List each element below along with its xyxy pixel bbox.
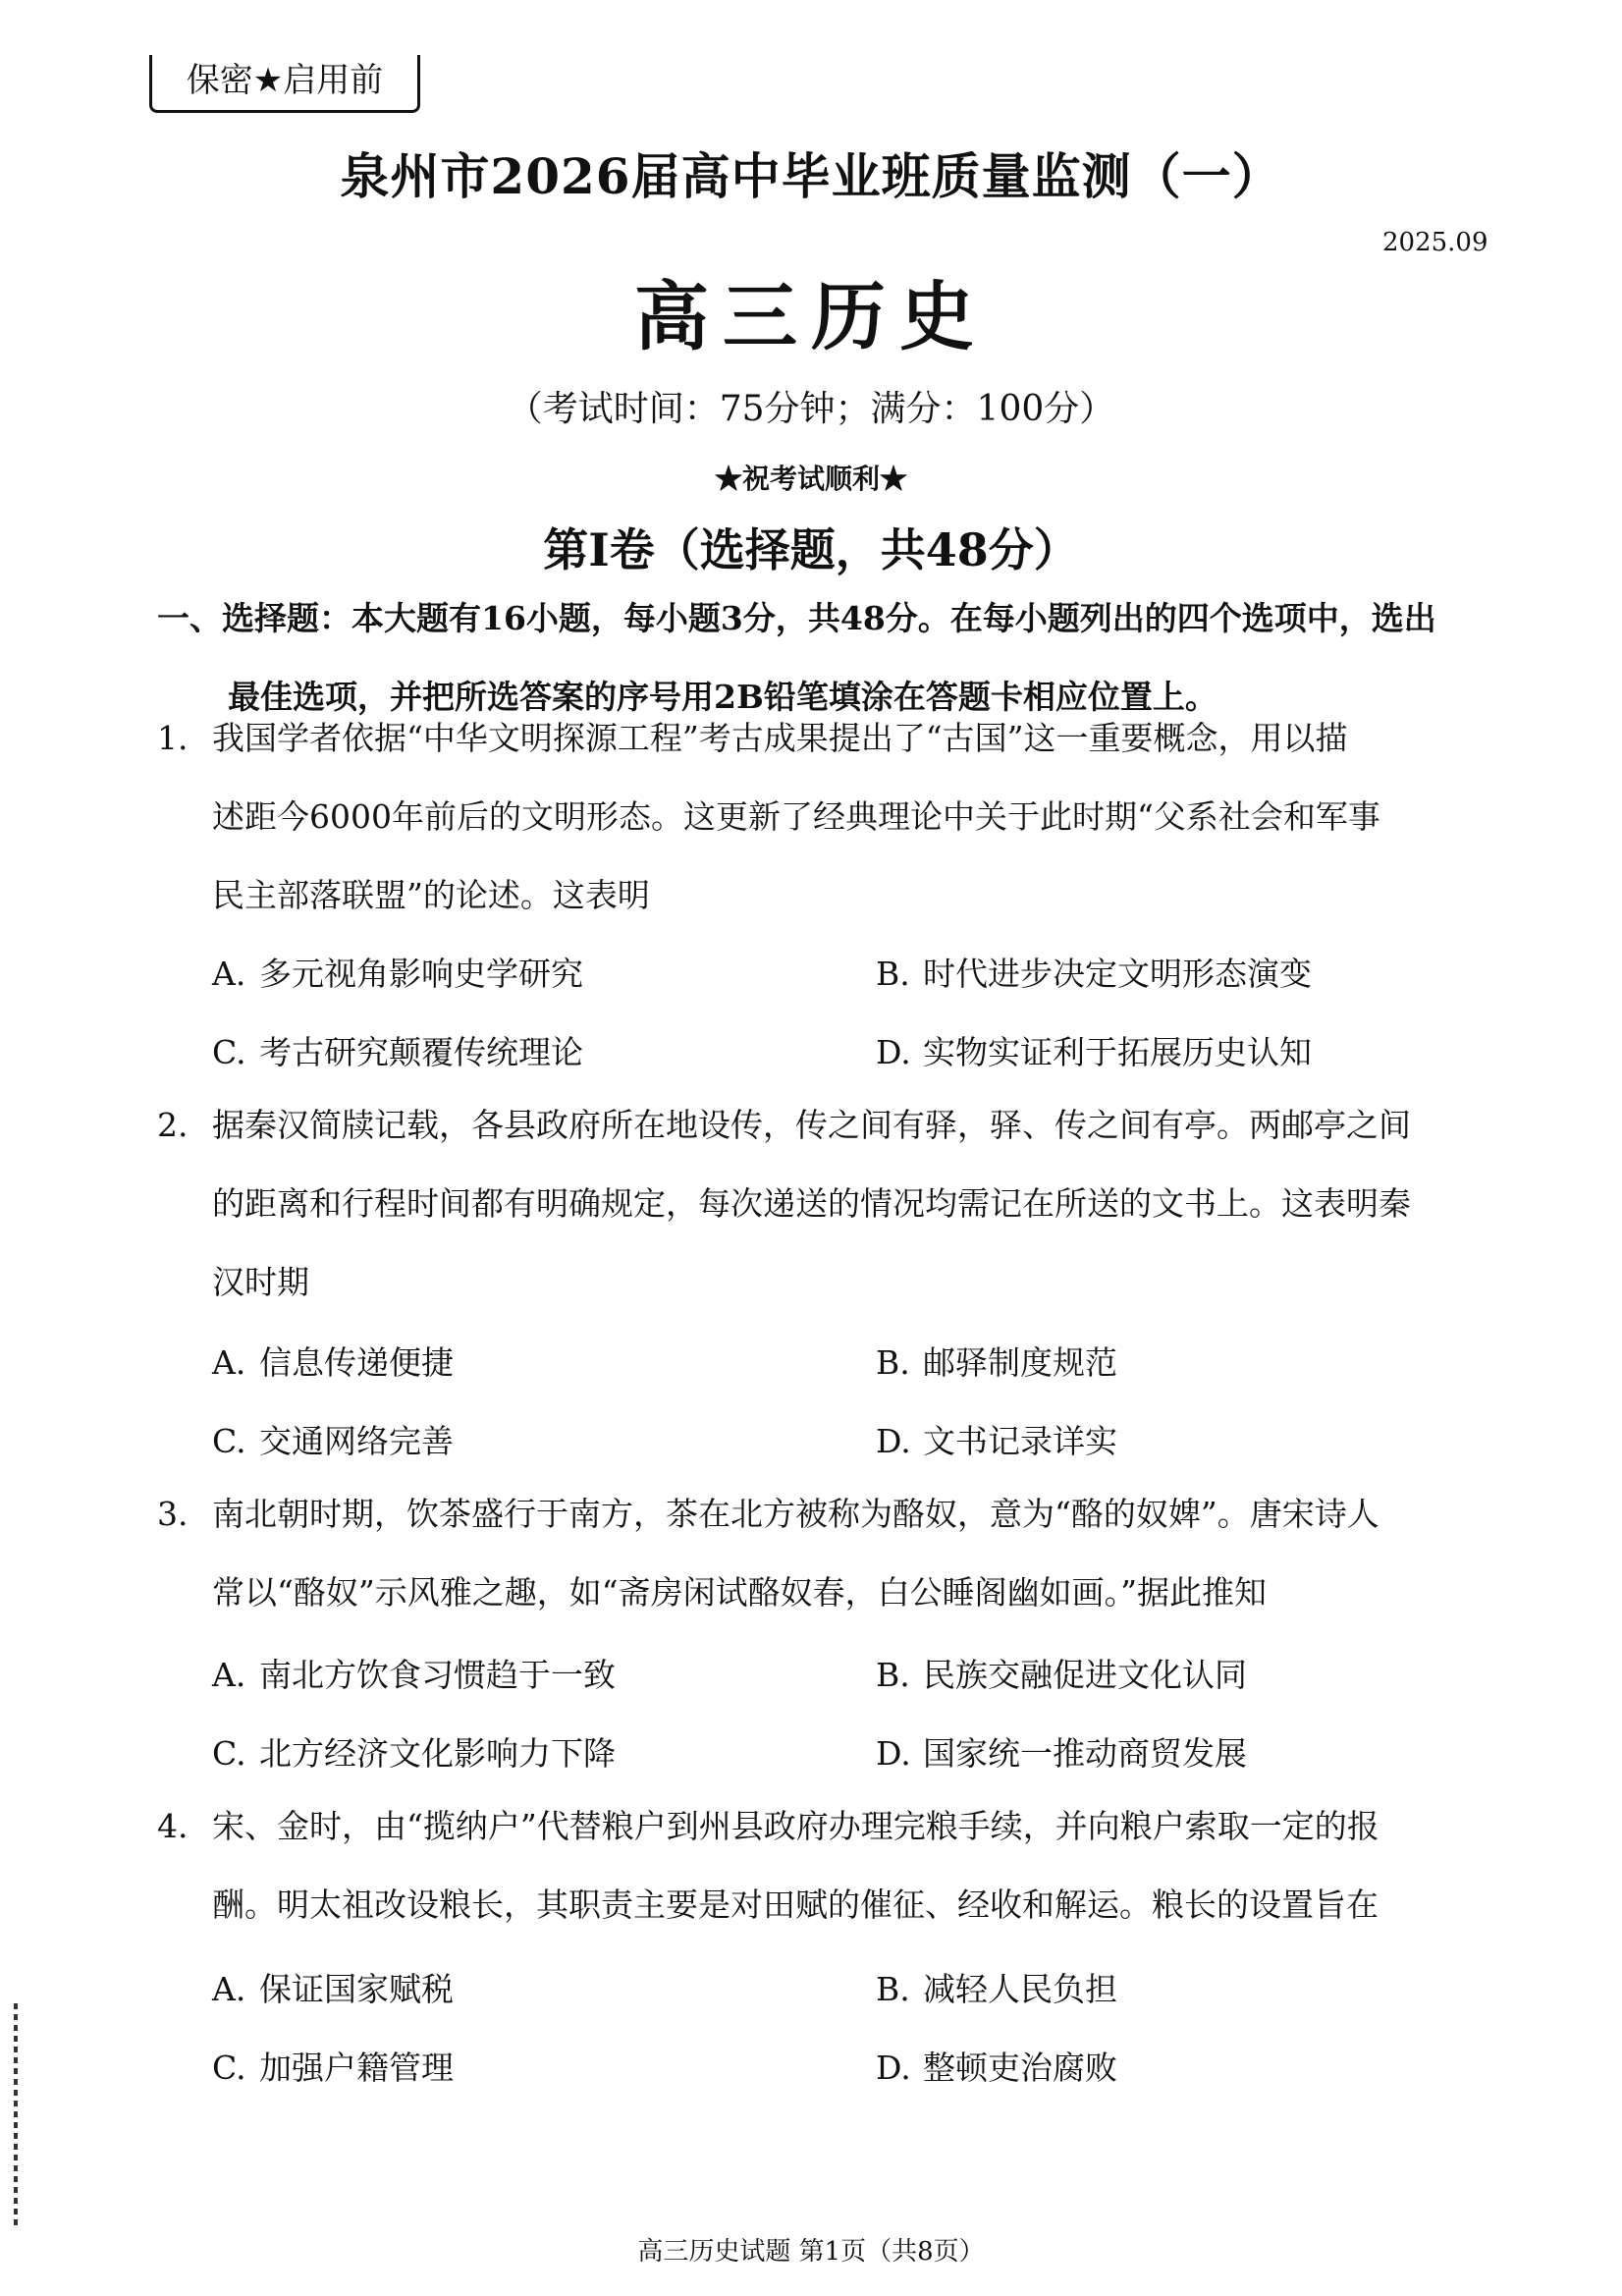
option-2b[interactable]: [876, 1338, 1117, 1384]
option-text: 南北方饮食习惯趋于一致: [259, 1656, 616, 1694]
section-title: 第Ⅰ卷（选择题，共48分）: [543, 523, 1079, 576]
option-text: 邮驿制度规范: [923, 1343, 1117, 1382]
question-number: 2.: [157, 1106, 189, 1144]
question-4: [157, 1787, 1492, 1924]
option-letter: B.: [876, 1343, 910, 1382]
option-letter: C.: [212, 1422, 246, 1460]
question-line: 宋、金时，由“揽纳户”代替粮户到州县政府办理完粮手续，并向粮户索取一定的报: [212, 1807, 1379, 1845]
option-1b[interactable]: [876, 949, 1312, 995]
question-number: 3.: [157, 1495, 189, 1533]
option-letter: A.: [212, 1656, 246, 1694]
option-letter: A.: [212, 1970, 246, 2008]
option-text: 信息传递便捷: [259, 1343, 454, 1382]
option-1a[interactable]: [212, 949, 583, 995]
option-letter: D.: [876, 1033, 911, 1071]
option-letter: A.: [212, 955, 246, 993]
option-2a[interactable]: [212, 1338, 454, 1384]
option-2c[interactable]: [212, 1416, 454, 1462]
option-text: 考古研究颠覆传统理论: [259, 1033, 583, 1071]
question-line: 汉时期: [212, 1263, 309, 1301]
option-text: 交通网络完善: [259, 1422, 454, 1460]
instruction-line-1: 一、选择题：本大题有16小题，每小题3分，共48分。在每小题列出的四个选项中，选出: [157, 599, 1436, 637]
option-letter: D.: [876, 1734, 911, 1773]
option-letter: C.: [212, 2049, 246, 2087]
question-number: 4.: [157, 1807, 189, 1845]
option-3c[interactable]: [212, 1728, 616, 1775]
subject-title: 高三历史: [634, 273, 988, 360]
option-4c[interactable]: [212, 2043, 454, 2089]
option-letter: B.: [876, 1970, 910, 2008]
option-letter: D.: [876, 2049, 911, 2087]
question-line: 南北朝时期，饮茶盛行于南方，茶在北方被称为酪奴，意为“酪的奴婢”。唐宋诗人: [212, 1495, 1379, 1533]
option-text: 整顿吏治腐败: [923, 2049, 1117, 2087]
option-text: 保证国家赋税: [259, 1970, 454, 2008]
instruction-line-2: 最佳选项，并把所选答案的序号用2B铅笔填涂在答题卡相应位置上。: [228, 678, 1217, 716]
question-line: 述距今6000年前后的文明形态。这更新了经典理论中关于此时期“父系社会和军事: [212, 797, 1380, 836]
question-2: [157, 1086, 1492, 1301]
question-number: 1.: [157, 719, 189, 757]
exam-info: （考试时间：75分钟；满分：100分）: [507, 389, 1115, 429]
option-letter: B.: [876, 955, 910, 993]
option-text: 国家统一推动商贸发展: [923, 1734, 1247, 1773]
option-3a[interactable]: [212, 1650, 616, 1696]
question-line: 酬。明太祖改设粮长，其职责主要是对田赋的催征、经收和解运。粮长的设置旨在: [212, 1886, 1379, 1924]
option-4b[interactable]: [876, 1964, 1117, 2010]
question-line: 民主部落联盟”的论述。这表明: [212, 876, 650, 914]
question-line: 的距离和行程时间都有明确规定，每次递送的情况均需记在所送的文书上。这表明秦: [212, 1184, 1411, 1223]
option-text: 文书记录详实: [923, 1422, 1117, 1460]
question-line: 常以“酪奴”示风雅之趣，如“斋房闲试酪奴春，白公睡阁幽如画。”据此推知: [212, 1573, 1267, 1612]
option-letter: C.: [212, 1734, 246, 1773]
option-3d[interactable]: [876, 1728, 1247, 1775]
exam-date: 2025.09: [1382, 228, 1488, 257]
option-1c[interactable]: [212, 1027, 583, 1073]
confidential-label: 保密★启用前: [149, 55, 420, 113]
option-text: 多元视角影响史学研究: [259, 955, 583, 993]
option-letter: C.: [212, 1033, 246, 1071]
option-letter: A.: [212, 1343, 246, 1382]
question-line: 据秦汉简牍记载，各县政府所在地设传，传之间有驿，驿、传之间有亭。两邮亭之间: [212, 1106, 1411, 1144]
question-1: [157, 699, 1492, 914]
option-letter: B.: [876, 1656, 910, 1694]
option-text: 减轻人民负担: [923, 1970, 1117, 2008]
question-line: 我国学者依据“中华文明探源工程”考古成果提出了“古国”这一重要概念，用以描: [212, 719, 1348, 757]
option-1d[interactable]: [876, 1027, 1312, 1073]
option-text: 实物实证利于拓展历史认知: [923, 1033, 1312, 1071]
option-text: 加强户籍管理: [259, 2049, 454, 2087]
option-text: 民族交融促进文化认同: [923, 1656, 1247, 1694]
option-3b[interactable]: [876, 1650, 1247, 1696]
option-4d[interactable]: [876, 2043, 1117, 2089]
option-2d[interactable]: [876, 1416, 1117, 1462]
exam-title: 泉州市2026届高中毕业班质量监测（一）: [340, 147, 1282, 205]
scan-edge-mark: [14, 2003, 18, 2229]
option-4a[interactable]: [212, 1964, 454, 2010]
option-text: 北方经济文化影响力下降: [259, 1734, 616, 1773]
page-footer: 高三历史试题 第1页（共8页）: [637, 2237, 985, 2267]
option-letter: D.: [876, 1422, 911, 1460]
good-luck-note: ★祝考试顺利★: [714, 463, 907, 495]
option-text: 时代进步决定文明形态演变: [923, 955, 1312, 993]
question-3: [157, 1475, 1492, 1612]
